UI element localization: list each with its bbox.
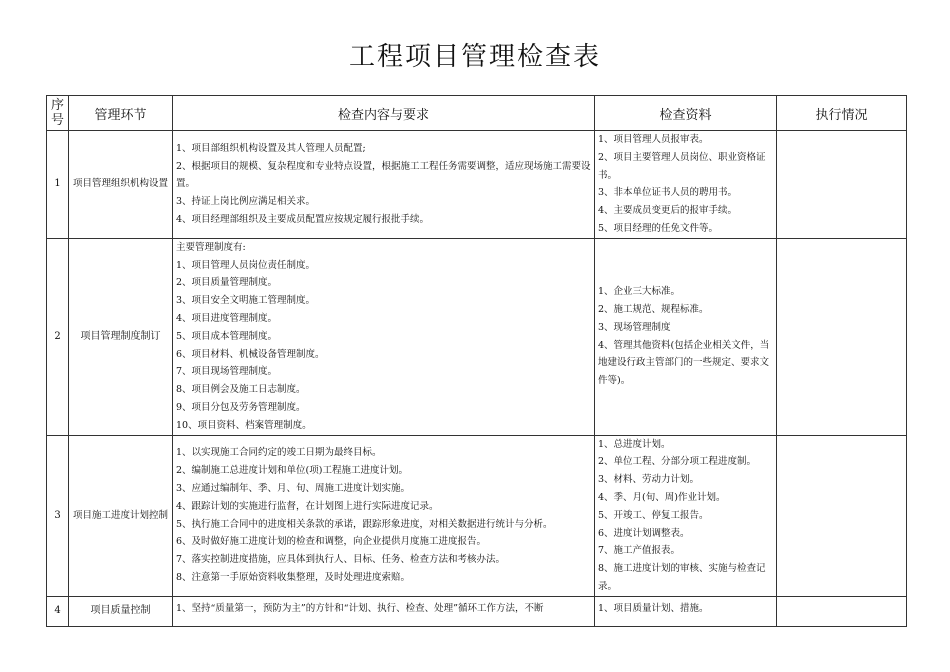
content-line: 7、项目现场管理制度。: [176, 366, 278, 378]
table-row: [47, 238, 907, 435]
row-seq: 2: [47, 238, 69, 435]
header-seq: 序号: [47, 96, 69, 131]
content-line: 8、项目例会及施工日志制度。: [176, 384, 306, 396]
content-line: 6、及时做好施工进度计划的检查和调整，向企业提供月度施工进度报告。: [176, 536, 487, 548]
header-content: 检查内容与要求: [173, 96, 595, 131]
row-seq: 4: [47, 596, 69, 626]
material-line: 8、施工进度计划的审核、实施与检查记录。: [598, 563, 766, 592]
table-header-row: [47, 96, 907, 131]
header-materials: 检查资料: [595, 96, 777, 131]
document-title: 工程项目管理检查表: [348, 42, 601, 72]
content-line: 2、根据项目的规模、复杂程度和专业特点设置，根据施工工程任务需要调整，适应现场施工需要设置。: [176, 160, 591, 190]
row-content: [173, 435, 595, 596]
material-line: 5、开竣工、停复工报告。: [598, 509, 709, 521]
material-line: 1、项目管理人员报审表。: [598, 134, 709, 145]
content-line: 4、项目经理部组织及主要成员配置应按规定履行报批手续。: [176, 214, 430, 226]
material-line: 6、进度计划调整表。: [598, 527, 690, 539]
inspection-table: [46, 95, 907, 627]
row-stage: 项目质量控制: [69, 596, 173, 626]
material-line: 4、季、月(旬、周)作业计划。: [598, 491, 726, 503]
row-stage: 项目施工进度计划控制: [69, 435, 173, 596]
material-line: 3、非本单位证书人员的聘用书。: [598, 187, 738, 199]
row-stage: 项目管理制度制订: [69, 238, 173, 435]
material-line: 5、项目经理的任免文件等。: [598, 222, 719, 234]
content-line: 1、项目部组织机构设置及其人管理人员配置;: [176, 142, 366, 154]
material-line: 3、现场管理制度: [598, 321, 671, 333]
content-line: 2、项目质量管理制度。: [176, 277, 278, 289]
table-row: [47, 596, 907, 626]
content-line: 主要管理制度有:: [176, 241, 246, 253]
row-content: [173, 131, 595, 239]
content-line: 1、项目管理人员岗位责任制度。: [176, 259, 316, 271]
material-line: 1、总进度计划。: [598, 438, 671, 450]
header-stage: 管理环节: [69, 96, 173, 131]
content-line: 2、编制施工总进度计划和单位(项)工程施工进度计划。: [176, 465, 408, 477]
material-line: 2、施工规范、规程标准。: [598, 304, 709, 316]
row-materials: [595, 238, 777, 435]
content-line: 3、项目安全文明施工管理制度。: [176, 295, 316, 307]
row-status: [777, 435, 907, 596]
row-content: [173, 238, 595, 435]
material-line: 4、主要成员变更后的报审手续。: [598, 205, 738, 217]
content-line: 9、项目分包及劳务管理制度。: [176, 401, 306, 413]
row-materials: [595, 596, 777, 626]
content-line: 10、项目资料、档案管理制度。: [176, 419, 312, 431]
row-stage: 项目管理组织机构设置: [69, 131, 173, 239]
content-line: 6、项目材料、机械设备管理制度。: [176, 348, 325, 360]
row-materials: [595, 435, 777, 596]
content-line: 4、项目进度管理制度。: [176, 312, 278, 324]
material-line: 7、施工产值报表。: [598, 545, 681, 557]
material-line: 3、材料、劳动力计划。: [598, 474, 700, 486]
content-line: 4、跟踪计划的实施进行监督，在计划图上进行实际进度记录。: [176, 500, 439, 512]
header-status: 执行情况: [777, 96, 907, 131]
content-line: 5、项目成本管理制度。: [176, 330, 278, 342]
row-seq: 3: [47, 435, 69, 596]
content-line: 3、应通过编制年、季、月、旬、周施工进度计划实施。: [176, 483, 411, 495]
content-line: 3、持证上岗比例应满足相关求。: [176, 196, 316, 208]
material-line: 2、项目主要管理人员岗位、职业资格证书。: [598, 151, 766, 181]
material-line: 1、项目质量计划、措施。: [598, 602, 709, 614]
material-line: 2、单位工程、分部分项工程进度制。: [598, 456, 757, 468]
row-seq: 1: [47, 131, 69, 239]
content-line: 1、以实现施工合同约定的竣工日期为最终目标。: [176, 447, 382, 459]
content-line: 7、落实控制进度措施，应具体到执行人、目标、任务、检查方法和考核办法。: [176, 554, 506, 566]
content-line: 8、注意第一手原始资料收集整理，及时处理进度索赔。: [176, 572, 411, 584]
material-line: 1、企业三大标准。: [598, 286, 681, 298]
row-status: [777, 238, 907, 435]
row-status: [777, 131, 907, 239]
content-line: 5、执行施工合同中的进度相关条款的承诺，跟踪形象进度，对相关数据进行统计与分析。: [176, 518, 553, 530]
row-status: [777, 596, 907, 626]
table-row: [47, 435, 907, 596]
row-content: [173, 596, 595, 626]
material-line: 4、管理其他资料(包括企业相关文件，当地建设行政主管部门的一些规定、要求文件等)。: [598, 339, 770, 387]
table-row: [47, 131, 907, 239]
row-materials: [595, 131, 777, 239]
content-line: 1、坚持“质量第一，预防为主”的方针和“计划、执行、检查、处理”循环工作方法，不断: [176, 602, 544, 614]
